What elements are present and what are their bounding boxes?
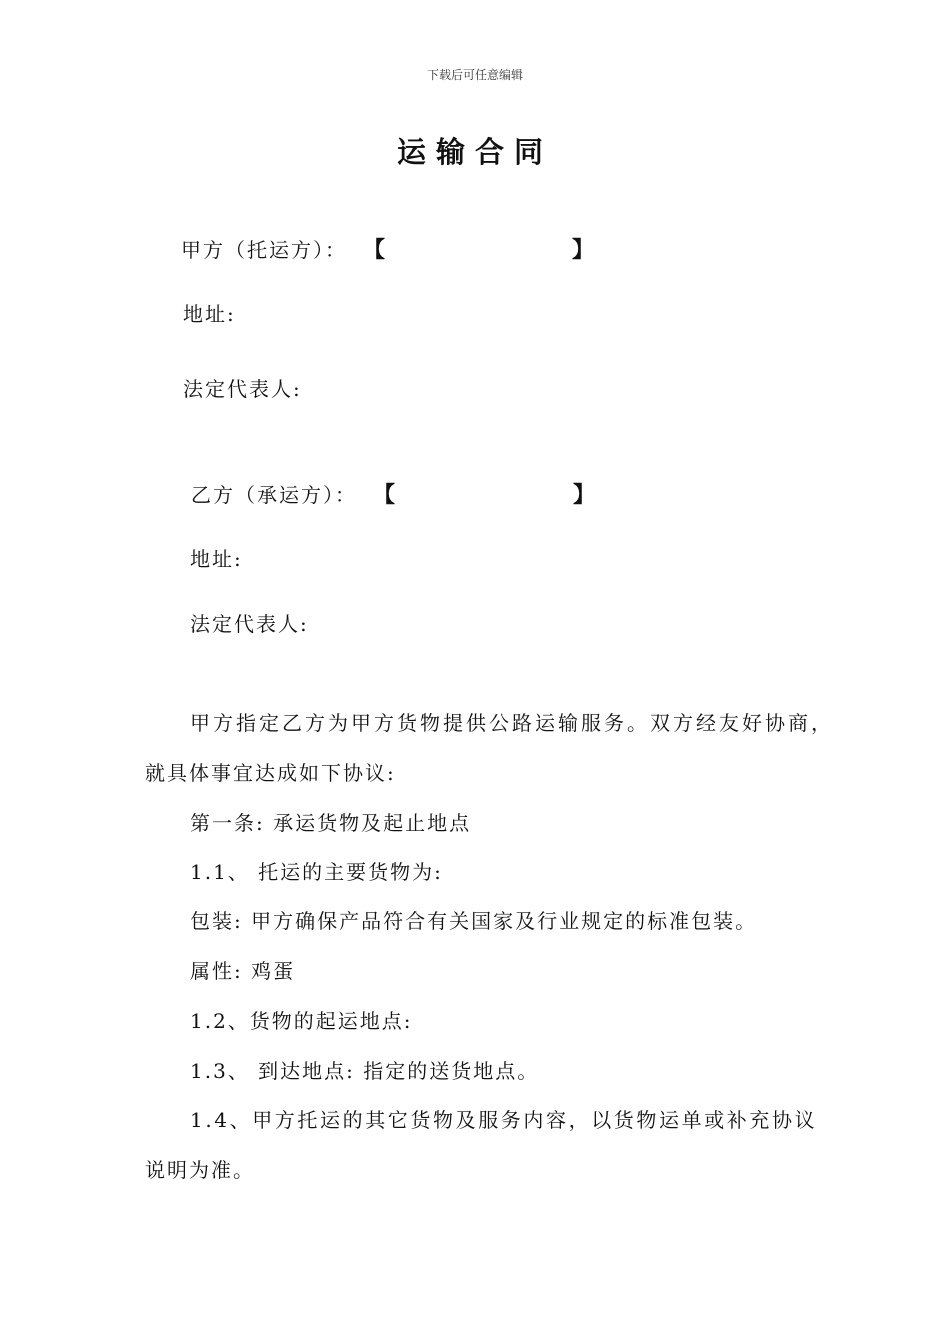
clause-1-1: 1.1、 托运的主要货物为: [190,860,443,884]
intro-line-1: 甲方指定乙方为甲方货物提供公路运输服务。双方经友好协商， [190,711,834,735]
header-note: 下载后可任意编辑 [426,68,523,82]
attribute-clause: 属性: 鸡蛋 [190,959,296,983]
party-b-label: 乙方（承运方）： [191,483,357,507]
article-1-heading: 第一条: 承运货物及起止地点 [190,811,472,835]
clause-1-2: 1.2、货物的起运地点: [190,1009,413,1033]
clause-1-4-line-2: 说明为准。 [145,1158,255,1182]
party-a-label: 甲方（托运方）： [181,238,347,262]
party-a-bracket-close: 】 [572,237,595,263]
packaging-clause: 包装: 甲方确保产品符合有关国家及行业规定的标准包装。 [190,909,758,933]
party-a-rep-label: 法定代表人: [183,377,302,401]
party-a-bracket-open: 【 [363,237,386,263]
party-a-name-field[interactable] [390,236,575,264]
party-b-bracket-close: 】 [573,482,596,508]
clause-1-4-line-1: 1.4、甲方托运的其它货物及服务内容，以货物运单或补充协议 [190,1108,818,1132]
party-b-address-label: 地址: [190,547,243,571]
clause-1-3: 1.3、 到达地点: 指定的送货地点。 [190,1059,540,1083]
party-b-name-field[interactable] [400,481,575,509]
intro-line-2: 就具体事宜达成如下协议: [145,761,396,785]
party-a-address-label: 地址: [183,302,236,326]
document-title: 运输合同 [396,135,553,169]
party-b-rep-label: 法定代表人: [190,612,309,636]
party-b-bracket-open: 【 [373,482,396,508]
